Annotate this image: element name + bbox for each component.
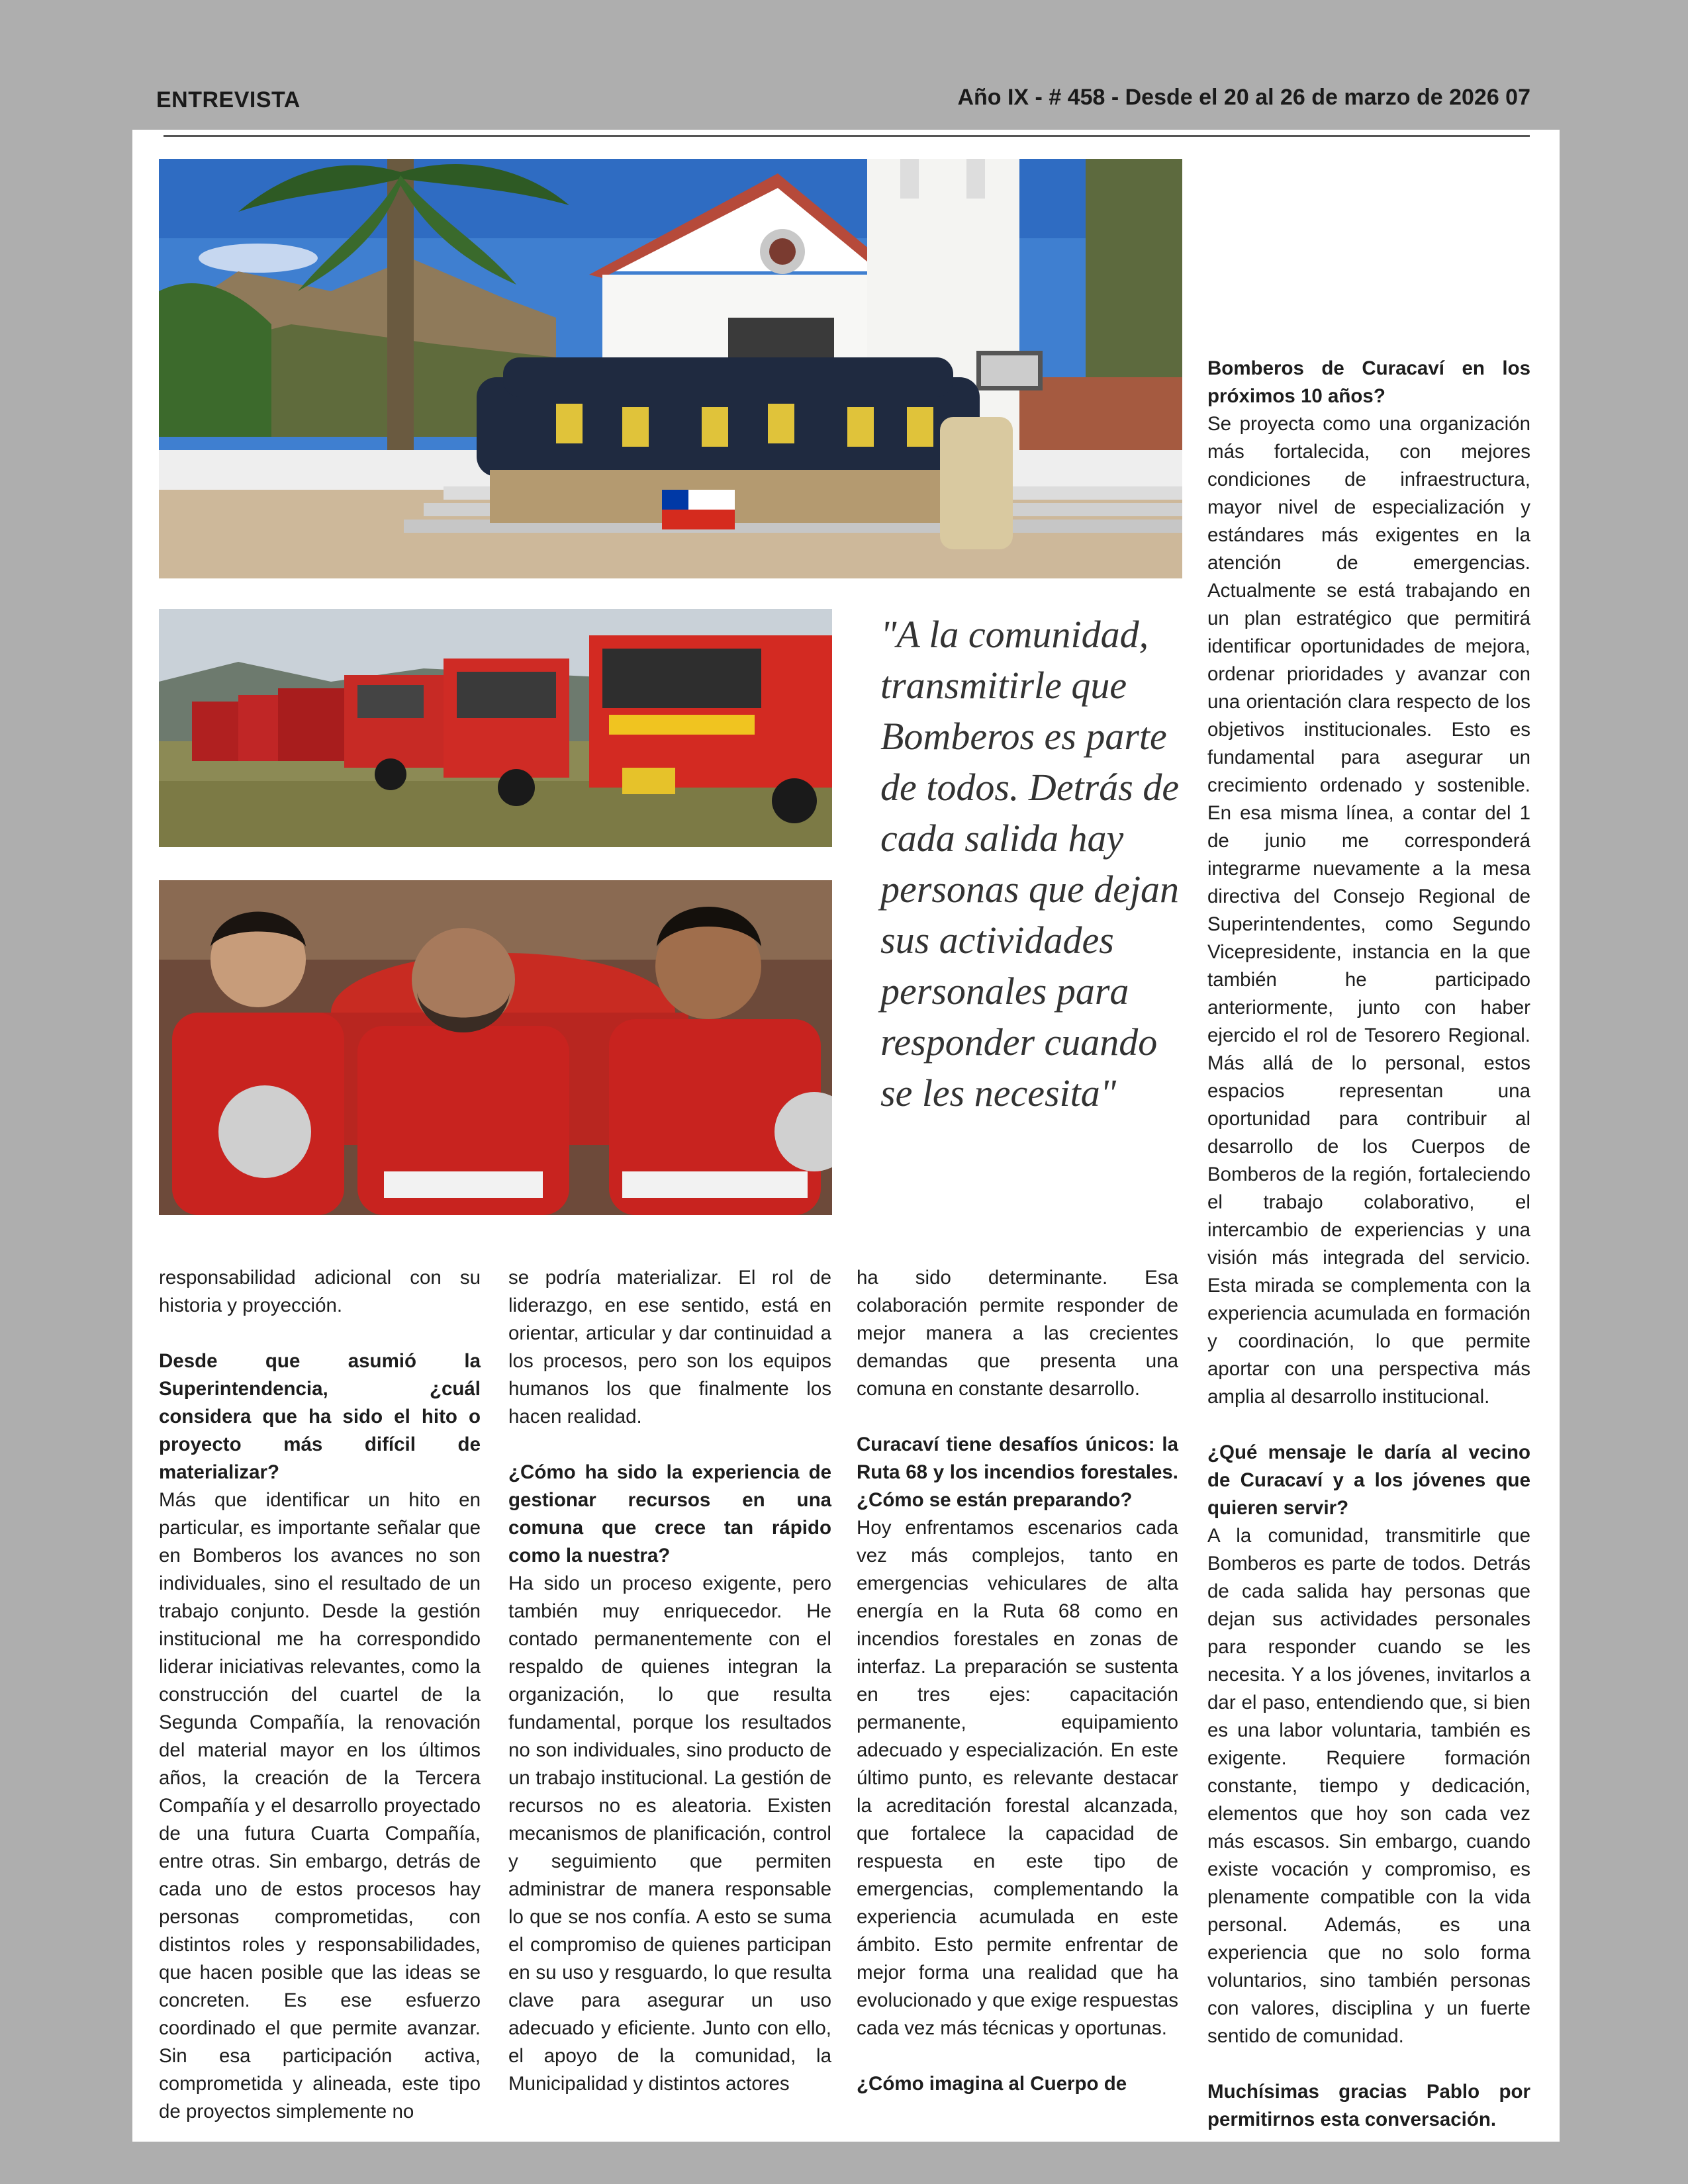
col2-question-1: ¿Cómo ha sido la experiencia de gestionar recursos en una comuna que crece tan rápido como la nuestra? <box>508 1461 831 1567</box>
header-rule <box>164 135 1530 137</box>
col2-paragraph-1: se podría materializar. El rol de liderazgo, en ese sentido, está en orientar, articular y dar continuidad a los procesos, pero son los equipos humanos los que finalmente los hacen realidad. <box>508 1267 831 1428</box>
officers-photo-illustration <box>159 880 832 1215</box>
column-2 <box>508 1264 831 2098</box>
col3-paragraph-1: ha sido determinante. Esa colaboración permite responder de mejor manera a las crecientes demandas que presenta una comuna en constante desarrollo. <box>857 1267 1178 1400</box>
section-label: ENTREVISTA <box>156 87 301 113</box>
col3-question-2: ¿Cómo imagina al Cuerpo de <box>857 2073 1127 2095</box>
column-4 <box>1207 355 1530 2134</box>
group-photo <box>159 159 1182 578</box>
col1-paragraph-2: Más que identificar un hito en particular, es importante señalar que en Bomberos los avances no son individuales, sino el resultado de un trabajo conjunto. Desde la gestión institucional me ha correspondido liderar iniciativas relevantes, como la construcción del cuartel de la Segunda Compañía, la renovación del material mayor en los últimos años, la creación de la Tercera Compañía y el desarrollo proyectado de una futura Cuarta Compañía, entre otras. Sin embargo, detrás de cada uno de estos procesos hay personas comprometidas, con distintos roles y responsabilidades, que hacen posible que las ideas se concreten. Es ese esfuerzo coordinado el que permite avanzar. Sin esa participación activa, comprometida y alineada, este tipo de proyectos simplemente no <box>159 1489 481 2122</box>
trucks-photo-illustration <box>159 609 832 847</box>
col1-paragraph-1: responsabilidad adicional con su historia y proyección. <box>159 1267 481 1316</box>
officers-photo <box>159 880 832 1215</box>
column-3 <box>857 1264 1178 2098</box>
col2-paragraph-2: Ha sido un proceso exigente, pero también muy enriquecedor. He contado permanentemente con el respaldo de quienes integran la organización, lo que resulta fundamental, porque los resultados no son individuales, sino producto de un trabajo institucional. La gestión de recursos no es aleatoria. Existen mecanismos de planificación, control y seguimiento que permiten administrar de manera responsable lo que se nos confía. A esto se suma el compromiso de quienes participan en su uso y resguardo, lo que resulta clave para asegurar un uso adecuado y eficiente. Junto con ello, el apoyo de la comunidad, la Municipalidad y distintos actores <box>508 1572 831 2095</box>
pull-quote: "A la comunidad, transmitirle que Bomberos es parte de todos. Detrás de cada salida hay personas que dejan sus actividades personales para responder cuando se les necesita" <box>880 613 1180 1115</box>
col3-question-1: Curacaví tiene desafíos únicos: la Ruta 68 y los incendios forestales. ¿Cómo se están preparando? <box>857 1433 1178 1511</box>
col4-question-1: Bomberos de Curacaví en los próximos 10 años? <box>1207 357 1530 407</box>
issue-info: Año IX - # 458 - Desde el 20 al 26 de marzo de 2026 07 <box>957 85 1530 110</box>
col4-question-2: ¿Qué mensaje le daría al vecino de Curacaví y a los jóvenes que quieren servir? <box>1207 1441 1530 1519</box>
group-photo-illustration <box>159 159 1182 578</box>
col1-question-1: Desde que asumió la Superintendencia, ¿cuál considera que ha sido el hito o proyecto más difícil de materializar? <box>159 1350 481 1483</box>
trucks-photo <box>159 609 832 847</box>
col4-paragraph-1: Se proyecta como una organización más fortalecida, con mejores condiciones de infraestructura, mayor nivel de especialización y estándares más exigentes en la atención de emergencias. Actualmente se está trabajando en un plan estratégico que permitirá identificar oportunidades de mejora, ordenar prioridades y avanzar con una orientación clara respecto de los objetivos institucionales. Esto es fundamental para asegurar un crecimiento ordenado y sostenible. En esa misma línea, a contar del 1 de junio me corresponderá integrarme nuevamente a la mesa directiva del Consejo Regional de Superintendentes, como Segundo Vicepresidente, instancia en la que también he participado anteriormente, junto con haber ejercido el rol de Tesorero Regional. Más allá de lo personal, estos espacios representan una oportunidad para contribuir al desarrollo de los Cuerpos de Bomberos de la región, fortaleciendo el trabajo colaborativo, el intercambio de experiencias y una visión más integrada del servicio. Esta mirada se complementa con la experiencia acumulada en formación y coordinación, lo que permite aportar con una perspectiva más amplia al desarrollo institucional. <box>1207 413 1530 1408</box>
col4-closing: Muchísimas gracias Pablo por permitirnos esta conversación. <box>1207 2081 1530 2130</box>
col4-paragraph-2: A la comunidad, transmitirle que Bomberos es parte de todos. Detrás de cada salida hay personas que dejan sus actividades personales para responder cuando se les necesita. Y a los jóvenes, invitarlos a dar el paso, entendiendo que, si bien es una labor voluntaria, también es exigente. Requiere formación constante, tiempo y dedicación, elementos que hoy son cada vez más escasos. Sin embargo, cuando existe vocación y compromiso, es plenamente compatible con la vida personal. Además, es una experiencia que no solo forma voluntarios, sino también personas con valores, disciplina y un fuerte sentido de comunidad. <box>1207 1525 1530 2047</box>
column-1 <box>159 1264 481 2126</box>
col3-paragraph-2: Hoy enfrentamos escenarios cada vez más complejos, tanto en emergencias vehiculares de alta energía en la Ruta 68 como en incendios forestales en zonas de interfaz. La preparación se sustenta en tres ejes: capacitación permanente, equipamiento adecuado y especialización. En este último punto, es relevante destacar la acreditación forestal alcanzada, que fortalece la capacidad de respuesta en este tipo de emergencias, complementando la experiencia acumulada en este ámbito. Esto permite enfrentar de mejor forma una realidad que ha evolucionado y que exige respuestas cada vez más técnicas y oportunas. <box>857 1517 1178 2039</box>
